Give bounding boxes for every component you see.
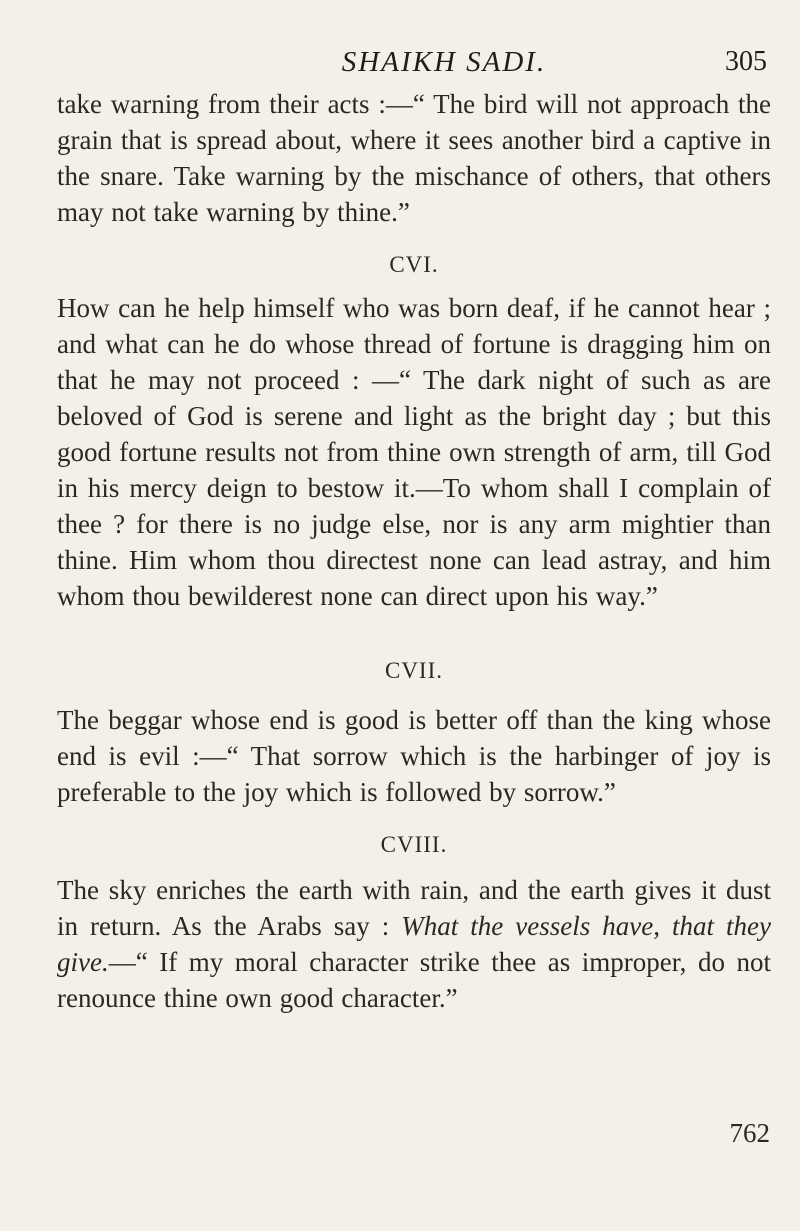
paragraph-cvi: How can he help himself who was born deaf, if he cannot hear ; and what can he do whose thread of fortune is dragging him on that he may not proceed : —“ The dark night of such as are beloved of God is serene and light as the bright day ; but this good fortune results not from thine own strength of arm, till God in his mercy deign to bestow it.—To whom shall I complain of thee ? for there is no judge else, nor is any arm mightier than thine. Him whom thou directest none can lead astray, and him whom thou bewilderest none can direct upon his way.”: [57, 293, 771, 611]
page-number: 305: [725, 46, 767, 77]
paragraph-cviii: [57, 872, 771, 1016]
book-page: [57, 40, 771, 1016]
paragraph-cvii: The beggar whose end is good is better off than the king whose end is evil :—“ That sorrow which is the harbinger of joy is preferable to the joy which is followed by sorrow.”: [57, 705, 771, 807]
signature-mark: 762: [729, 1118, 770, 1148]
page-header: [57, 40, 771, 86]
section-number-cvii: CVII.: [384, 658, 444, 683]
paragraph-continued: take warning from their acts :—“ The bird will not approach the grain that is spread about, where it sees another bird a captive in the snare. Take warning by the mischance of others, that others may not take warning by thine.”: [57, 89, 771, 227]
arabic-saying: What the vessels have, that they give.: [57, 911, 771, 977]
section-number-cvi: CVI.: [389, 252, 439, 277]
paragraph-cviii-end: —“ If my moral character strike thee as improper, do not renounce thine own good character.”: [57, 947, 771, 1013]
running-head: SHAIKH SADI.: [341, 46, 547, 78]
paragraph-cviii-start: The sky enriches the earth with rain, and the earth gives it dust in return. As the Arabs say :: [57, 875, 771, 941]
section-number-cviii: CVIII.: [380, 832, 448, 857]
